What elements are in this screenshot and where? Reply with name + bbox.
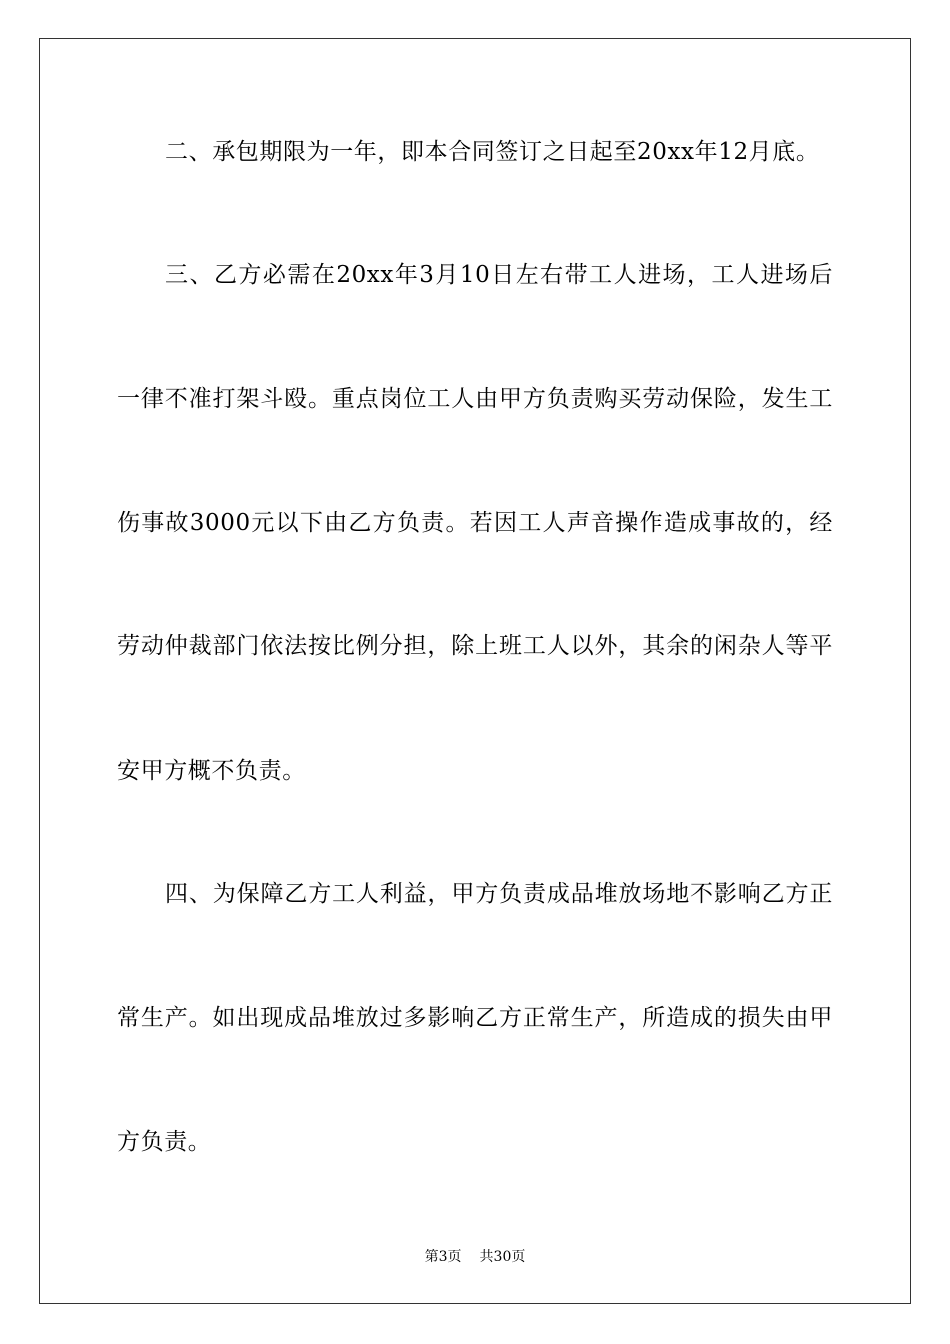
page-frame [39, 38, 911, 1304]
page-footer [0, 1247, 950, 1267]
paragraph-line: 安甲方概不负责。 [117, 758, 306, 784]
page-total: 共30页 [479, 1249, 526, 1265]
paragraph-line: 一律不准打架斗殴。重点岗位工人由甲方负责购买劳动保险，发生工 [117, 386, 833, 412]
paragraph-line: 方负责。 [117, 1129, 212, 1155]
page-number: 第3页 [424, 1249, 462, 1265]
paragraph-line: 伤事故3000元以下由乙方负责。若因工人声音操作造成事故的，经 [117, 510, 833, 536]
paragraph-line: 四、为保障乙方工人利益，甲方负责成品堆放场地不影响乙方正 [165, 881, 833, 907]
paragraph-line: 常生产。如出现成品堆放过多影响乙方正常生产，所造成的损失由甲 [117, 1005, 833, 1031]
paragraph-line: 劳动仲裁部门依法按比例分担，除上班工人以外，其余的闲杂人等平 [117, 633, 833, 659]
paragraph-line: 二、承包期限为一年，即本合同签订之日起至20xx年12月底。 [165, 139, 820, 165]
paragraph-line: 三、乙方必需在20xx年3月10日左右带工人进场，工人进场后 [165, 262, 833, 288]
